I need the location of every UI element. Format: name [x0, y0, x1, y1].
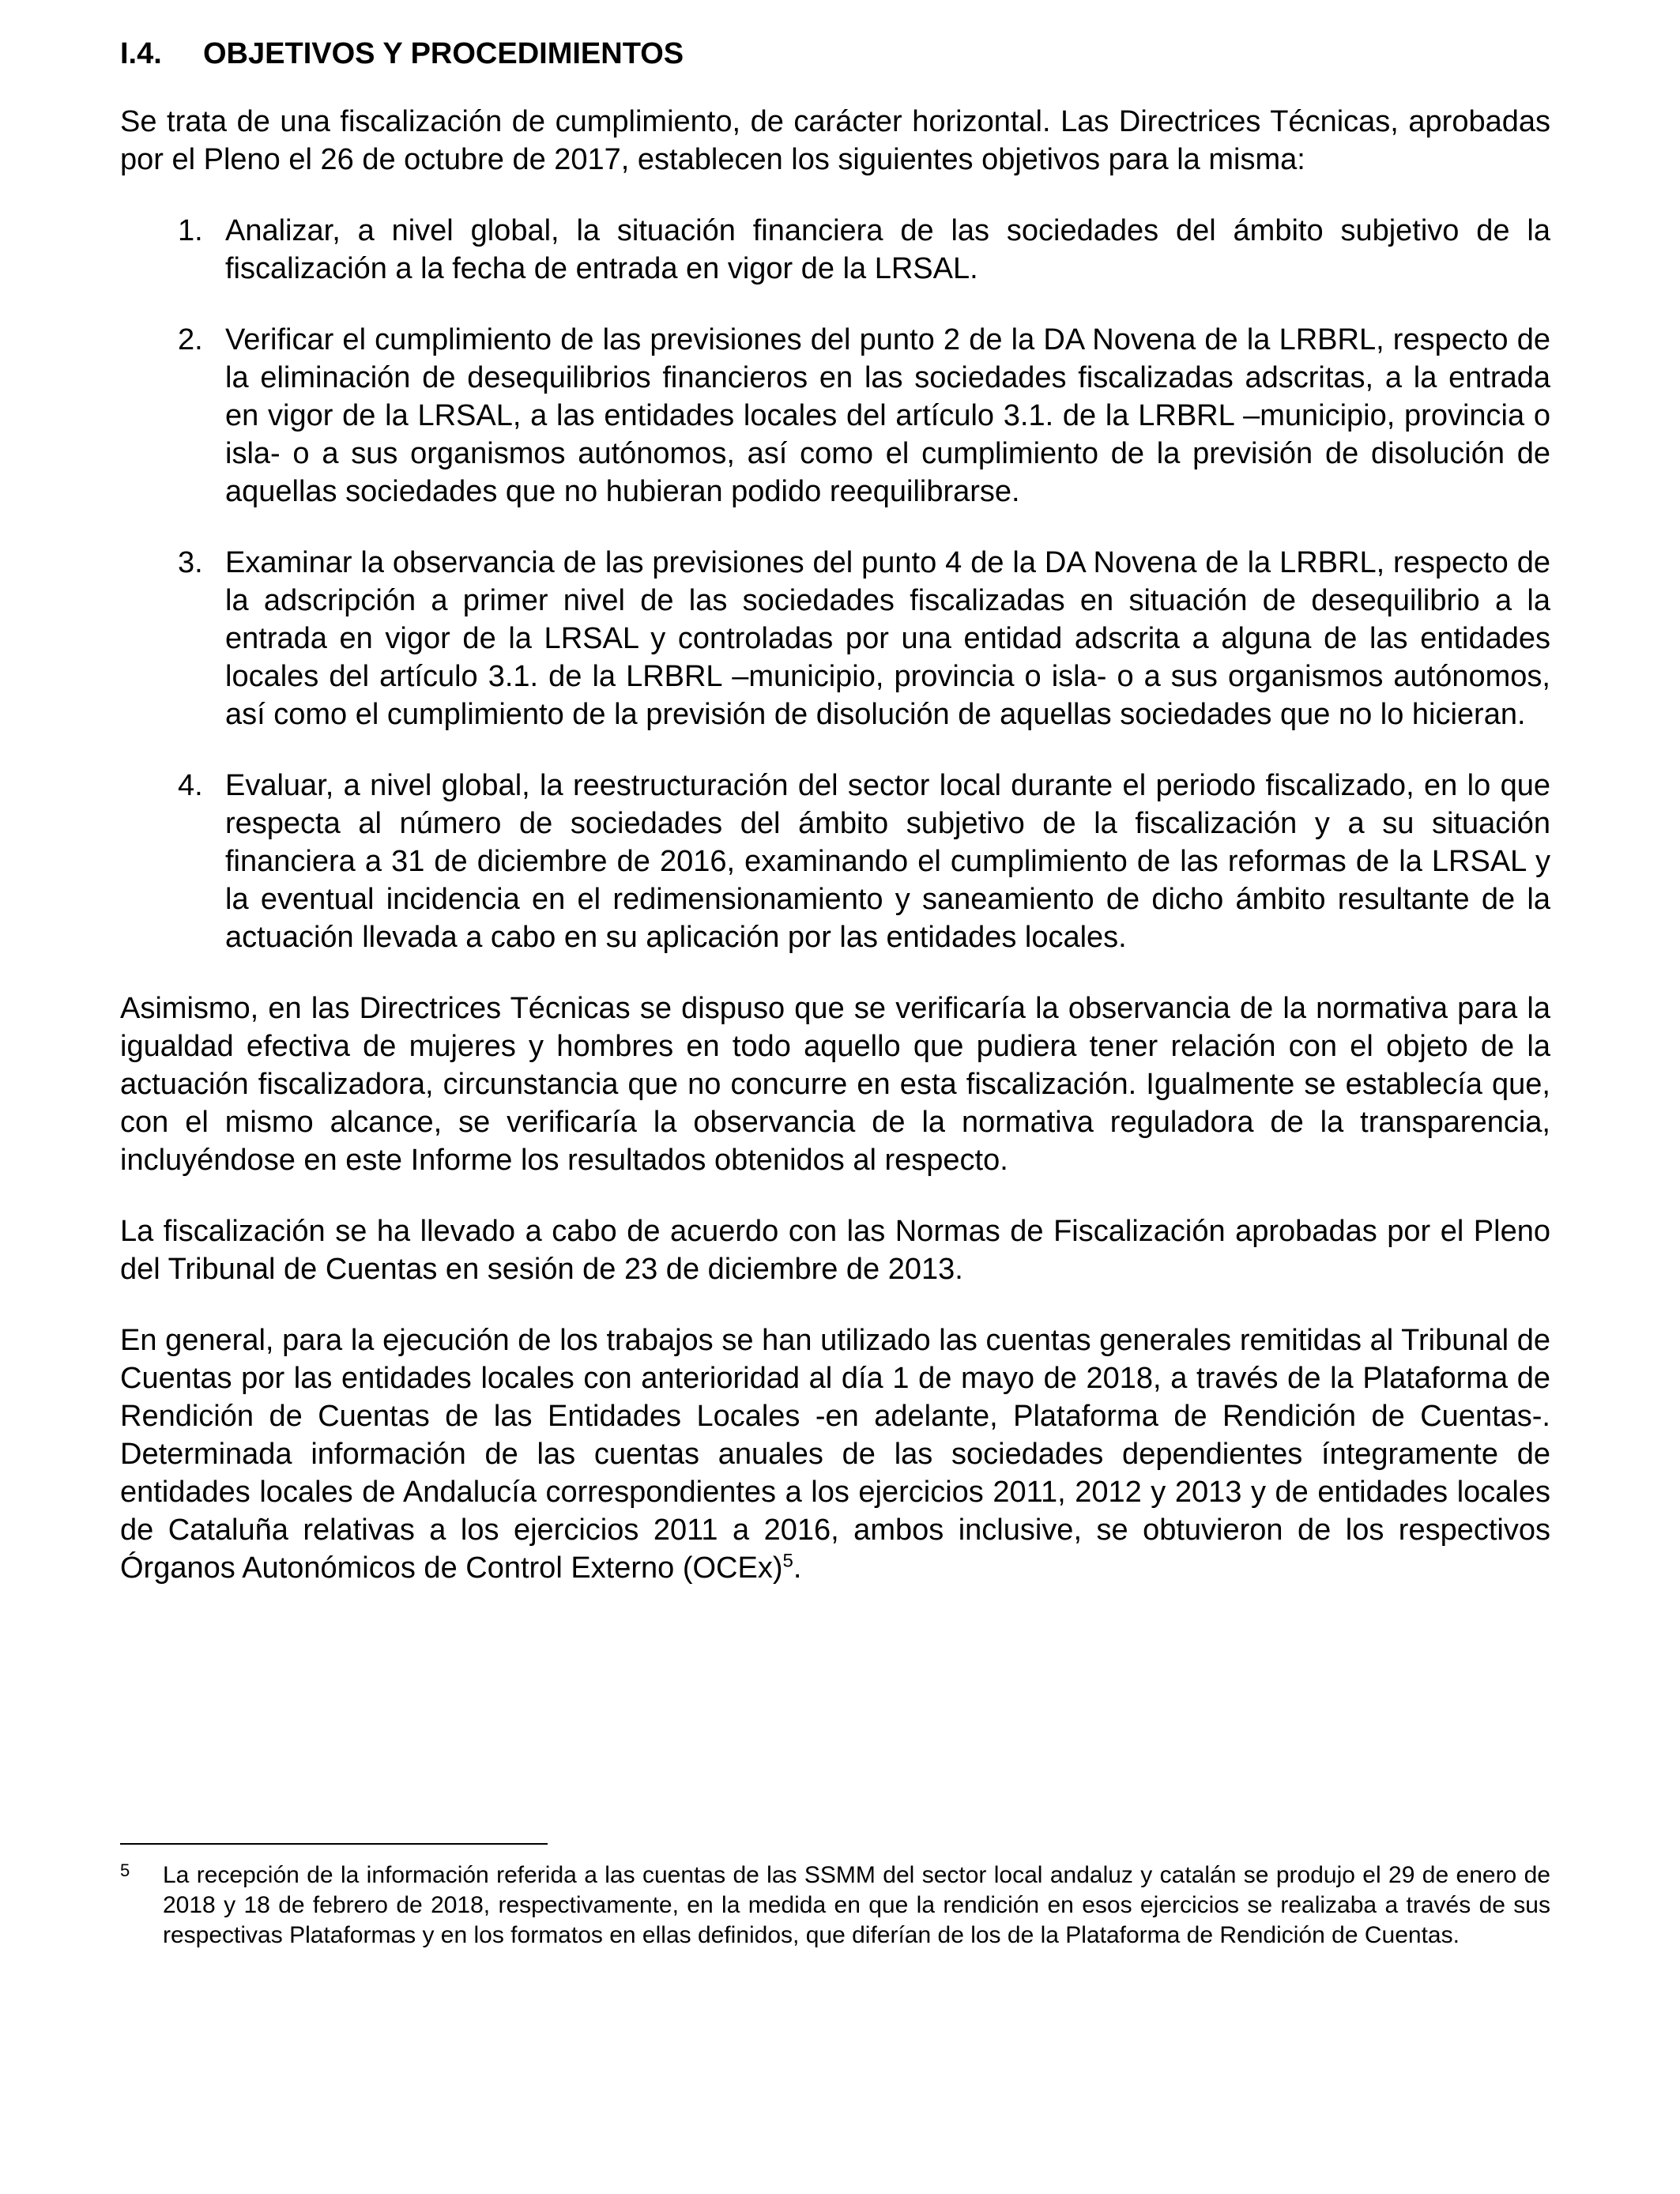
list-item-text: Verificar el cumplimiento de las previsiones del punto 2 de la DA Novena de la LRBRL, respecto de la eliminación de desequilibrios financieros en las sociedades fiscalizadas adscritas, a la entrada en vigor de la LRSAL, a las entidades locales del artículo 3.1. de la LRBRL –municipio, provincia o isla- o a sus organismos autónomos, así como el cumplimiento de la previsión de disolución de aquellas sociedades que no hubieran podido reequilibrarse.: [225, 323, 1550, 508]
section-number: I.4.: [120, 37, 162, 70]
list-item-text: Analizar, a nivel global, la situación financiera de las sociedades del ámbito subjetivo de la fiscalización a la fecha de entrada en vigor de la LRSAL.: [225, 214, 1550, 285]
list-item-number: 3.: [178, 546, 203, 579]
sources-paragraph-end: .: [793, 1551, 802, 1585]
list-item-number: 1.: [178, 214, 203, 247]
footnote-divider: [120, 1843, 548, 1845]
objectives-list: [120, 212, 1550, 956]
list-item: [120, 212, 1550, 288]
footnote-reference[interactable]: 5: [782, 1550, 793, 1572]
section-heading: [120, 32, 1550, 76]
footnote-text: La recepción de la información referida a las cuentas de las SSMM del sector local andaluz y catalán se produjo el 29 de enero de 2018 y 18 de febrero de 2018, respectivamente, en la medida en que la rendición en esos ejercicios se realizaba a través de sus respectivas Plataformas y en los formatos en ellas definidos, que diferían de los de la Plataforma de Rendición de Cuentas.: [163, 1862, 1550, 1948]
list-item: [120, 321, 1550, 511]
footnote-number: 5: [120, 1860, 130, 1880]
sources-paragraph: [120, 1321, 1550, 1587]
standards-paragraph: La fiscalización se ha llevado a cabo de acuerdo con las Normas de Fiscalización aprobadas por el Pleno del Tribunal de Cuentas en sesión de 23 de diciembre de 2013.: [120, 1215, 1550, 1286]
list-item: [120, 767, 1550, 956]
list-item: [120, 544, 1550, 733]
list-item-number: 4.: [178, 769, 203, 802]
sources-paragraph-text: En general, para la ejecución de los trabajos se han utilizado las cuentas generales remitidas al Tribunal de Cuentas por las entidades locales con anterioridad al día 1 de mayo de 2018, a través de la Plataforma de Rendición de Cuentas de las Entidades Locales -en adelante, Plataforma de Rendición de Cuentas-. Determinada información de las cuentas anuales de las sociedades dependientes íntegramente de entidades locales de Andalucía correspondientes a los ejercicios 2011, 2012 y 2013 y de entidades locales de Cataluña relativas a los ejercicios 2011 a 2016, ambos inclusive, se obtuvieron de los respectivos Órganos Autonómicos de Control Externo (OCEx): [120, 1324, 1550, 1585]
document-page: [120, 32, 1550, 1620]
gender-transparency-paragraph: Asimismo, en las Directrices Técnicas se dispuso que se verificaría la observancia de la normativa para la igualdad efectiva de mujeres y hombres en todo aquello que pudiera tener relación con el objeto de la actuación fiscalizadora, circunstancia que no concurre en esta fiscalización. Igualmente se establecía que, con el mismo alcance, se verificaría la observancia de la normativa reguladora de la transparencia, incluyéndose en este Informe los resultados obtenidos al respecto.: [120, 992, 1550, 1177]
list-item-number: 2.: [178, 323, 203, 356]
intro-paragraph: Se trata de una fiscalización de cumplimiento, de carácter horizontal. Las Directrices Técnicas, aprobadas por el Pleno el 26 de octubre de 2017, establecen los siguientes objetivos para la misma:: [120, 105, 1550, 176]
section-title: OBJETIVOS Y PROCEDIMIENTOS: [203, 37, 684, 70]
list-item-text: Examinar la observancia de las previsiones del punto 4 de la DA Novena de la LRBRL, respecto de la adscripción a primer nivel de las sociedades fiscalizadas en situación de desequilibrio a la entrada en vigor de la LRSAL y controladas por una entidad adscrita a alguna de las entidades locales del artículo 3.1. de la LRBRL –municipio, provincia o isla- o a sus organismos autónomos, así como el cumplimiento de la previsión de disolución de aquellas sociedades que no lo hicieran.: [225, 546, 1550, 731]
footnote: [120, 1860, 1550, 1951]
list-item-text: Evaluar, a nivel global, la reestructuración del sector local durante el periodo fiscalizado, en lo que respecta al número de sociedades del ámbito subjetivo de la fiscalización y a su situación financiera a 31 de diciembre de 2016, examinando el cumplimiento de las reformas de la LRSAL y la eventual incidencia en el redimensionamiento y saneamiento de dicho ámbito resultante de la actuación llevada a cabo en su aplicación por las entidades locales.: [225, 769, 1550, 954]
